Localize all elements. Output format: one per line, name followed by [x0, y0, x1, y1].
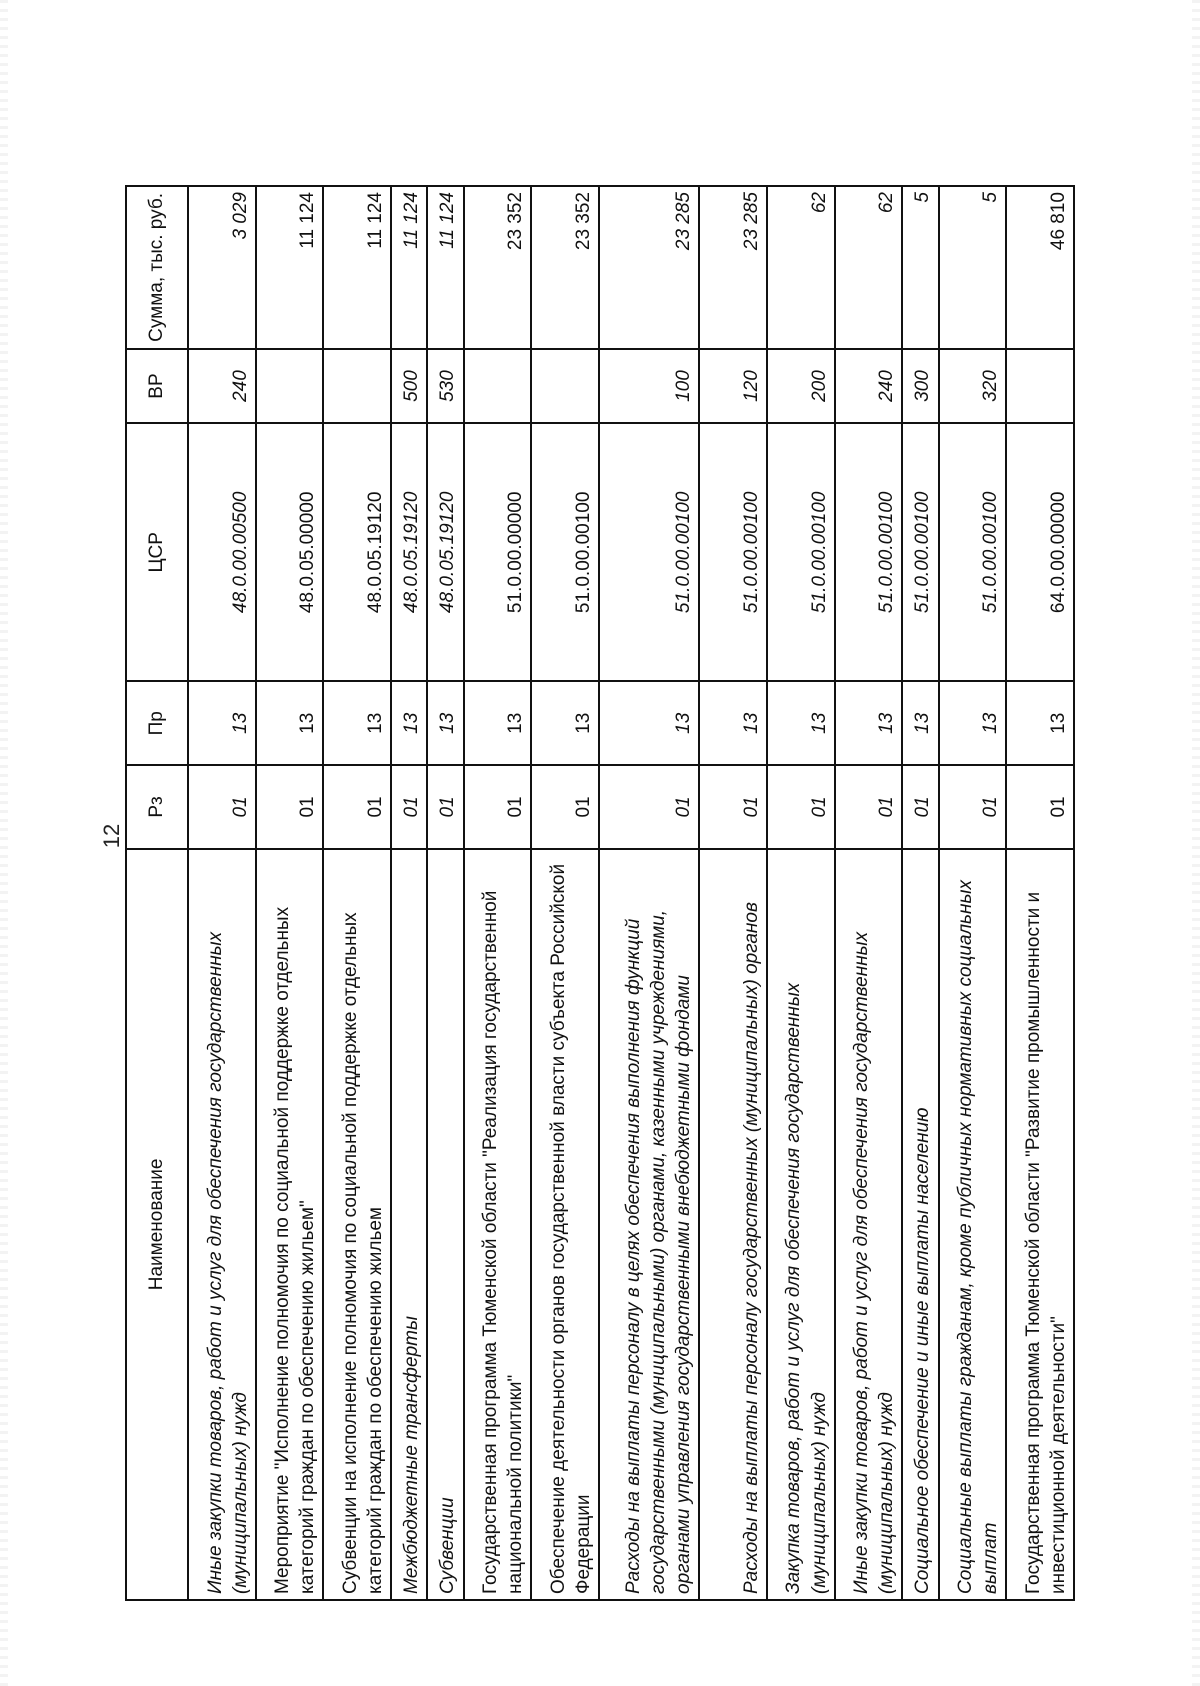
row-pr: 13 — [464, 681, 532, 765]
row-rz: 01 — [188, 765, 256, 849]
table-row — [323, 186, 391, 1600]
row-pr: 13 — [531, 681, 599, 765]
row-sum: 5 — [939, 186, 1007, 349]
budget-table — [125, 185, 1075, 1601]
row-vr: 320 — [939, 349, 1007, 423]
table-row — [531, 186, 599, 1600]
row-csr: 51.0.00.00100 — [599, 423, 699, 681]
row-rz: 01 — [767, 765, 835, 849]
row-pr: 13 — [391, 681, 427, 765]
row-csr: 48.0.00.00500 — [188, 423, 256, 681]
scan-edge-right — [1192, 0, 1200, 1686]
row-sum: 11 124 — [391, 186, 427, 349]
table-row — [939, 186, 1007, 1600]
row-sum: 23 285 — [599, 186, 699, 349]
table-row — [427, 186, 463, 1600]
row-name: Закупка товаров, работ и услуг для обеспечения государственных (муниципальных) нужд — [767, 849, 835, 1600]
row-pr: 13 — [767, 681, 835, 765]
row-name: Государственная программа Тюменской области "Реализация государственной национальной политики" — [464, 849, 532, 1600]
table-row — [599, 186, 699, 1600]
row-pr: 13 — [188, 681, 256, 765]
row-rz: 01 — [835, 765, 903, 849]
table-row — [767, 186, 835, 1600]
row-pr: 13 — [902, 681, 938, 765]
header-vr: ВР — [126, 349, 188, 423]
table-row — [256, 186, 324, 1600]
row-csr: 51.0.00.00000 — [464, 423, 532, 681]
row-pr: 13 — [835, 681, 903, 765]
row-pr: 13 — [699, 681, 767, 765]
row-rz: 01 — [323, 765, 391, 849]
row-vr: 500 — [391, 349, 427, 423]
row-vr — [464, 349, 532, 423]
row-sum: 11 124 — [427, 186, 463, 349]
row-sum: 23 352 — [531, 186, 599, 349]
table-row — [1006, 186, 1074, 1600]
row-sum: 62 — [767, 186, 835, 349]
scan-edge-left — [0, 0, 8, 1686]
header-rz: Рз — [126, 765, 188, 849]
row-name: Мероприятие "Исполнение полномочия по социальной поддержке отдельных категорий граждан по обеспечению жильем" — [256, 849, 324, 1600]
row-pr: 13 — [256, 681, 324, 765]
row-vr: 120 — [699, 349, 767, 423]
row-csr: 51.0.00.00100 — [902, 423, 938, 681]
row-csr: 48.0.05.00000 — [256, 423, 324, 681]
row-sum: 3 029 — [188, 186, 256, 349]
table-row — [391, 186, 427, 1600]
row-vr — [531, 349, 599, 423]
row-rz: 01 — [531, 765, 599, 849]
row-vr — [256, 349, 324, 423]
header-csr: ЦСР — [126, 423, 188, 681]
row-vr: 100 — [599, 349, 699, 423]
row-name: Иные закупки товаров, работ и услуг для обеспечения государственных (муниципальных) нужд — [835, 849, 903, 1600]
table-row — [835, 186, 903, 1600]
row-sum: 23 285 — [699, 186, 767, 349]
row-rz: 01 — [599, 765, 699, 849]
row-rz: 01 — [902, 765, 938, 849]
row-pr: 13 — [599, 681, 699, 765]
row-name: Иные закупки товаров, работ и услуг для обеспечения государственных (муниципальных) нужд — [188, 849, 256, 1600]
table-row — [902, 186, 938, 1600]
table-row — [699, 186, 767, 1600]
row-vr — [1006, 349, 1074, 423]
row-csr: 51.0.00.00100 — [531, 423, 599, 681]
row-pr: 13 — [939, 681, 1007, 765]
row-sum: 46 810 — [1006, 186, 1074, 349]
row-name: Расходы на выплаты персоналу государственных (муниципальных) органов — [699, 849, 767, 1600]
header-name: Наименование — [126, 849, 188, 1600]
row-name: Расходы на выплаты персоналу в целях обеспечения выполнения функций государственными (муниципальными) органами, казенными учреждениями, органами управления государственными внебюджетными фондами — [599, 849, 699, 1600]
row-csr: 51.0.00.00100 — [939, 423, 1007, 681]
table-row — [464, 186, 532, 1600]
row-name: Государственная программа Тюменской области "Развитие промышленности и инвестиционной деятельности" — [1006, 849, 1074, 1600]
row-rz: 01 — [699, 765, 767, 849]
row-name: Социальное обеспечение и иные выплаты населению — [902, 849, 938, 1600]
row-csr: 48.0.05.19120 — [391, 423, 427, 681]
row-sum: 11 124 — [323, 186, 391, 349]
row-csr: 51.0.00.00100 — [835, 423, 903, 681]
row-rz: 01 — [464, 765, 532, 849]
row-rz: 01 — [427, 765, 463, 849]
row-rz: 01 — [1006, 765, 1074, 849]
row-rz: 01 — [939, 765, 1007, 849]
row-vr: 240 — [835, 349, 903, 423]
row-csr: 48.0.05.19120 — [323, 423, 391, 681]
row-sum: 23 352 — [464, 186, 532, 349]
row-csr: 51.0.00.00100 — [767, 423, 835, 681]
budget-table-container — [125, 185, 1075, 1601]
row-name: Субвенции — [427, 849, 463, 1600]
header-pr: Пр — [126, 681, 188, 765]
row-sum: 5 — [902, 186, 938, 349]
row-name: Социальные выплаты гражданам, кроме публичных нормативных социальных выплат — [939, 849, 1007, 1600]
row-vr — [323, 349, 391, 423]
row-rz: 01 — [256, 765, 324, 849]
row-vr: 240 — [188, 349, 256, 423]
row-vr: 200 — [767, 349, 835, 423]
row-name: Субвенции на исполнение полномочия по социальной поддержке отдельных категорий граждан по обеспечению жильем — [323, 849, 391, 1600]
page-number: 12 — [99, 823, 125, 849]
row-csr: 51.0.00.00100 — [699, 423, 767, 681]
row-vr: 300 — [902, 349, 938, 423]
row-pr: 13 — [323, 681, 391, 765]
header-sum: Сумма, тыс. руб. — [126, 186, 188, 349]
row-csr: 64.0.00.00000 — [1006, 423, 1074, 681]
table-row — [188, 186, 256, 1600]
row-pr: 13 — [1006, 681, 1074, 765]
table-header-row — [126, 186, 188, 1600]
row-sum: 11 124 — [256, 186, 324, 349]
row-pr: 13 — [427, 681, 463, 765]
row-vr: 530 — [427, 349, 463, 423]
row-name: Межбюджетные трансферты — [391, 849, 427, 1600]
row-rz: 01 — [391, 765, 427, 849]
row-name: Обеспечение деятельности органов государственной власти субъекта Российской Федерации — [531, 849, 599, 1600]
row-csr: 48.0.05.19120 — [427, 423, 463, 681]
row-sum: 62 — [835, 186, 903, 349]
